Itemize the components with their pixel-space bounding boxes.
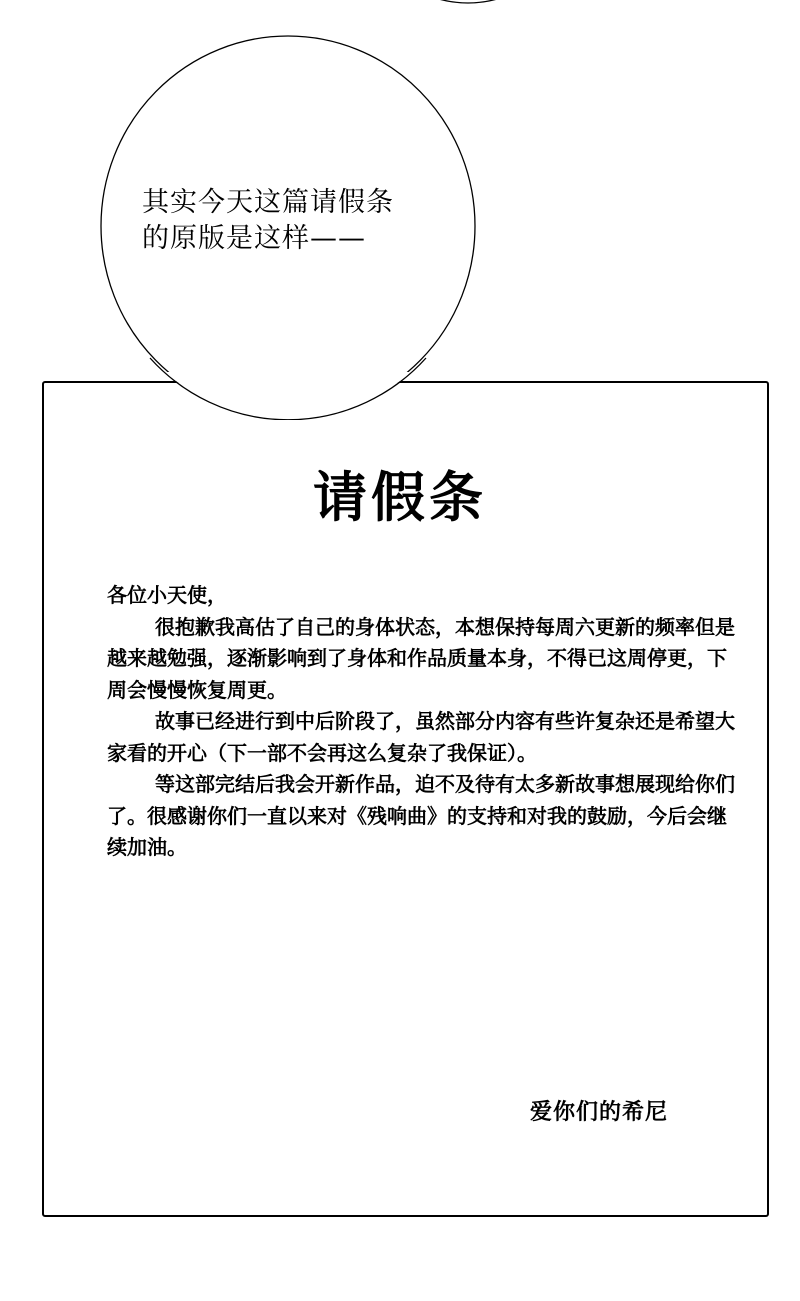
note-paragraph: 很抱歉我高估了自己的身体状态，本想保持每周六更新的频率但是越来越勉强，逐渐影响到了身体和作品质量本身，不得已这周停更，下周会慢慢恢复周更。 (107, 614, 735, 702)
note-body (107, 580, 737, 864)
note-signature: 爱你们的希尼 (530, 1100, 669, 1125)
note-greeting: 各位小天使， (107, 583, 227, 607)
note-paragraph: 等这部完结后我会开新作品，迫不及待有太多新故事想展现给你们了。很感谢你们一直以来对《残响曲》的支持和对我的鼓励，今后会继续加油。 (107, 772, 735, 859)
note-title: 请假条 (313, 466, 487, 529)
bubble-line-1: 其实今天这篇请假条 (142, 187, 394, 218)
bubble-overlap (0, 0, 800, 420)
bubble-line-2: 的原版是这样—— (142, 223, 366, 254)
note-paragraph: 故事已经进行到中后阶段了，虽然部分内容有些许复杂还是希望大家看的开心（下一部不会再这么复杂了我保证）。 (107, 709, 735, 765)
